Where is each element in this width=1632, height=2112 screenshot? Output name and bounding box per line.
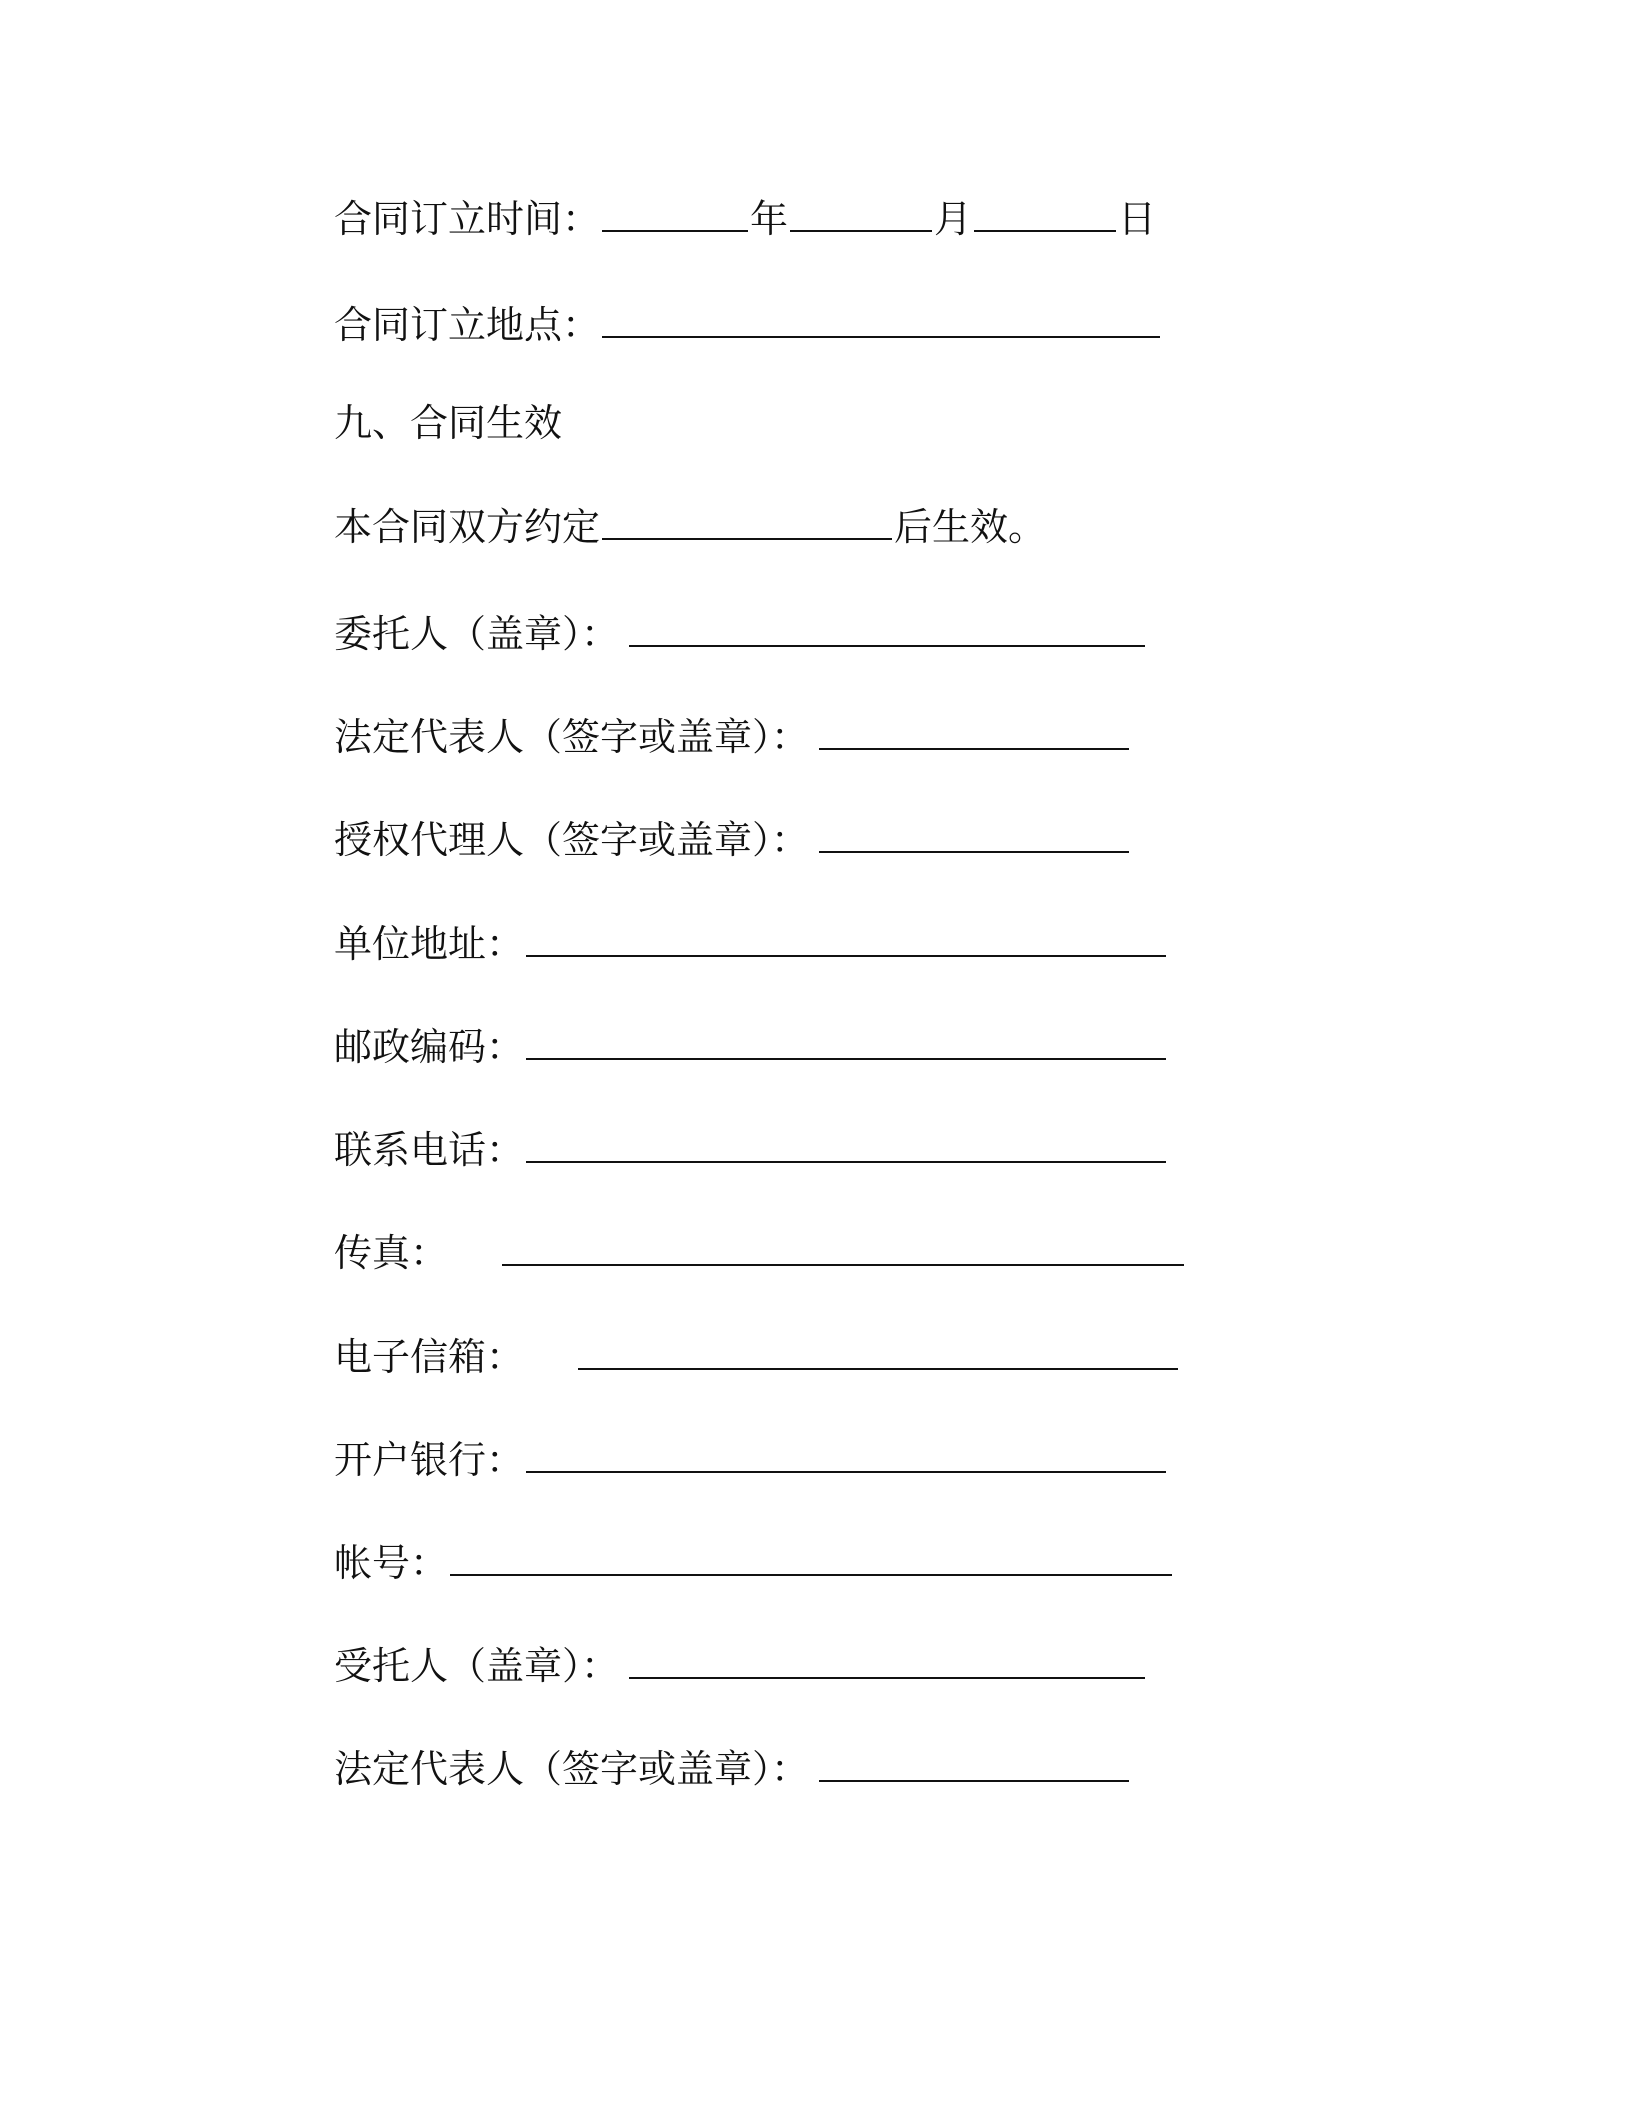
principal-seal-label: 委托人（盖章）：: [334, 612, 620, 656]
sign-time-label: 合同订立时间：: [334, 197, 601, 241]
legal-rep-1-label: 法定代表人（签字或盖章）：: [334, 715, 810, 759]
effect-suffix: 后生效。: [894, 505, 1047, 549]
legal-rep-1-blank[interactable]: [819, 718, 1129, 750]
year-blank[interactable]: [602, 200, 748, 232]
year-label: 年: [750, 197, 789, 241]
legal-rep-1-row: [334, 713, 1131, 761]
effect-row: [334, 503, 1046, 551]
sign-place-blank[interactable]: [602, 306, 1160, 338]
account-label: 帐号：: [334, 1541, 449, 1585]
bank-label: 开户银行：: [334, 1438, 525, 1482]
effect-condition-blank[interactable]: [602, 508, 892, 540]
legal-rep-2-row: [334, 1745, 1131, 1793]
fax-row: [334, 1229, 1186, 1277]
authorized-agent-label: 授权代理人（签字或盖章）：: [334, 818, 810, 862]
effect-prefix: 本合同双方约定: [334, 505, 601, 549]
day-blank[interactable]: [974, 200, 1116, 232]
agent-seal-blank[interactable]: [629, 1647, 1145, 1679]
agent-seal-row: [334, 1642, 1147, 1690]
address-row: [334, 920, 1168, 968]
address-blank[interactable]: [526, 925, 1166, 957]
account-row: [334, 1539, 1174, 1587]
section-heading: [334, 399, 562, 447]
legal-rep-2-blank[interactable]: [819, 1750, 1129, 1782]
legal-rep-2-label: 法定代表人（签字或盖章）：: [334, 1747, 810, 1791]
agent-seal-label: 受托人（盖章）：: [334, 1644, 620, 1688]
section-heading-text: 九、合同生效: [334, 401, 563, 445]
sign-time-row: [334, 195, 1156, 243]
month-blank[interactable]: [790, 200, 932, 232]
sign-place-label: 合同订立地点：: [334, 303, 601, 347]
phone-blank[interactable]: [526, 1131, 1166, 1163]
authorized-agent-row: [334, 816, 1131, 864]
email-blank[interactable]: [578, 1338, 1178, 1370]
fax-blank[interactable]: [502, 1234, 1184, 1266]
email-label: 电子信箱：: [334, 1335, 525, 1379]
postcode-label: 邮政编码：: [334, 1025, 525, 1069]
fax-label: 传真：: [334, 1231, 449, 1275]
address-label: 单位地址：: [334, 922, 525, 966]
postcode-blank[interactable]: [526, 1028, 1166, 1060]
bank-blank[interactable]: [526, 1441, 1166, 1473]
month-label: 月: [934, 197, 973, 241]
account-blank[interactable]: [450, 1544, 1172, 1576]
phone-row: [334, 1126, 1168, 1174]
day-label: 日: [1118, 197, 1157, 241]
principal-seal-blank[interactable]: [629, 615, 1145, 647]
bank-row: [334, 1436, 1168, 1484]
principal-seal-row: [334, 610, 1147, 658]
sign-place-row: [334, 301, 1162, 349]
authorized-agent-blank[interactable]: [819, 821, 1129, 853]
phone-label: 联系电话：: [334, 1128, 525, 1172]
email-row: [334, 1333, 1180, 1381]
postcode-row: [334, 1023, 1168, 1071]
